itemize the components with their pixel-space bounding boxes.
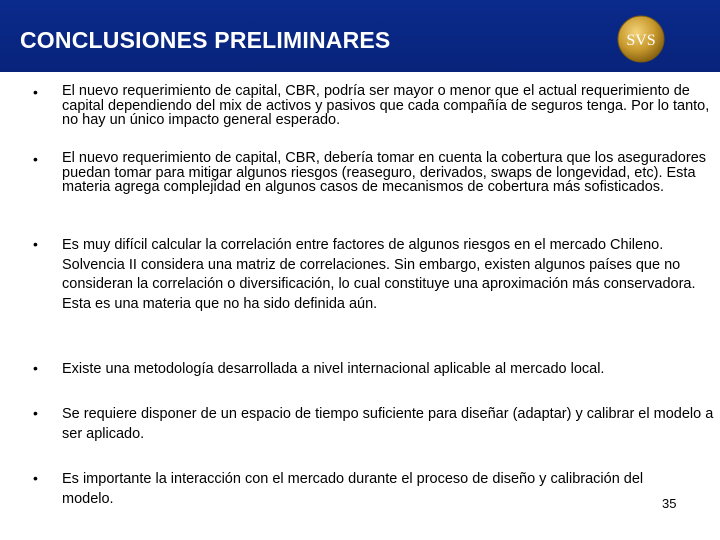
bullet-marker: • (33, 151, 38, 167)
bullet-text: Es importante la interacción con el mercado durante el proceso de diseño y calibración del modelo. (62, 471, 644, 507)
bullet-marker: • (33, 84, 38, 100)
slide-header (0, 0, 720, 72)
bullet-text: Se requiere disponer de un espacio de tiempo suficiente para diseñar (adaptar) y calibrar el modelo a ser aplicado. (62, 406, 714, 442)
bullet-text: Es muy difícil calcular la correlación entre factores de algunos riesgos en el mercado Chileno. Solvencia II considera una matriz de correlaciones. Sin embargo, existen algunos países que no consideran la correlación o diversificación, lo cual constituye una aproximación más conservadora. Esta es una materia que no ha sido definida aún. (62, 237, 696, 312)
bullet-marker: • (33, 405, 38, 421)
logo-text: SVS (626, 32, 656, 49)
slide-title: CONCLUSIONES PRELIMINARES (20, 27, 391, 53)
bullet-marker: • (33, 236, 38, 252)
page-number: 35 (662, 496, 677, 511)
bullet-text: Existe una metodología desarrollada a nivel internacional aplicable al mercado local. (62, 361, 605, 377)
bullet-text: El nuevo requerimiento de capital, CBR, podría ser mayor o menor que el actual requerimiento de capital dependiendo del mix de activos y pasivos que cada compañía de seguros tenga. Por lo tanto, no hay un único impacto general esperado. (62, 83, 710, 128)
bullet-marker: • (33, 360, 38, 376)
bullet-text: El nuevo requerimiento de capital, CBR, debería tomar en cuenta la cobertura que los aseguradores puedan tomar para mitigar algunos riesgos (reaseguro, derivados, swaps de longevidad, etc). Esta materia agrega complejidad en algunos casos de mecanismos de cobertura más sofisticados. (62, 150, 707, 195)
svs-logo (616, 14, 666, 64)
bullet-marker: • (33, 470, 38, 486)
